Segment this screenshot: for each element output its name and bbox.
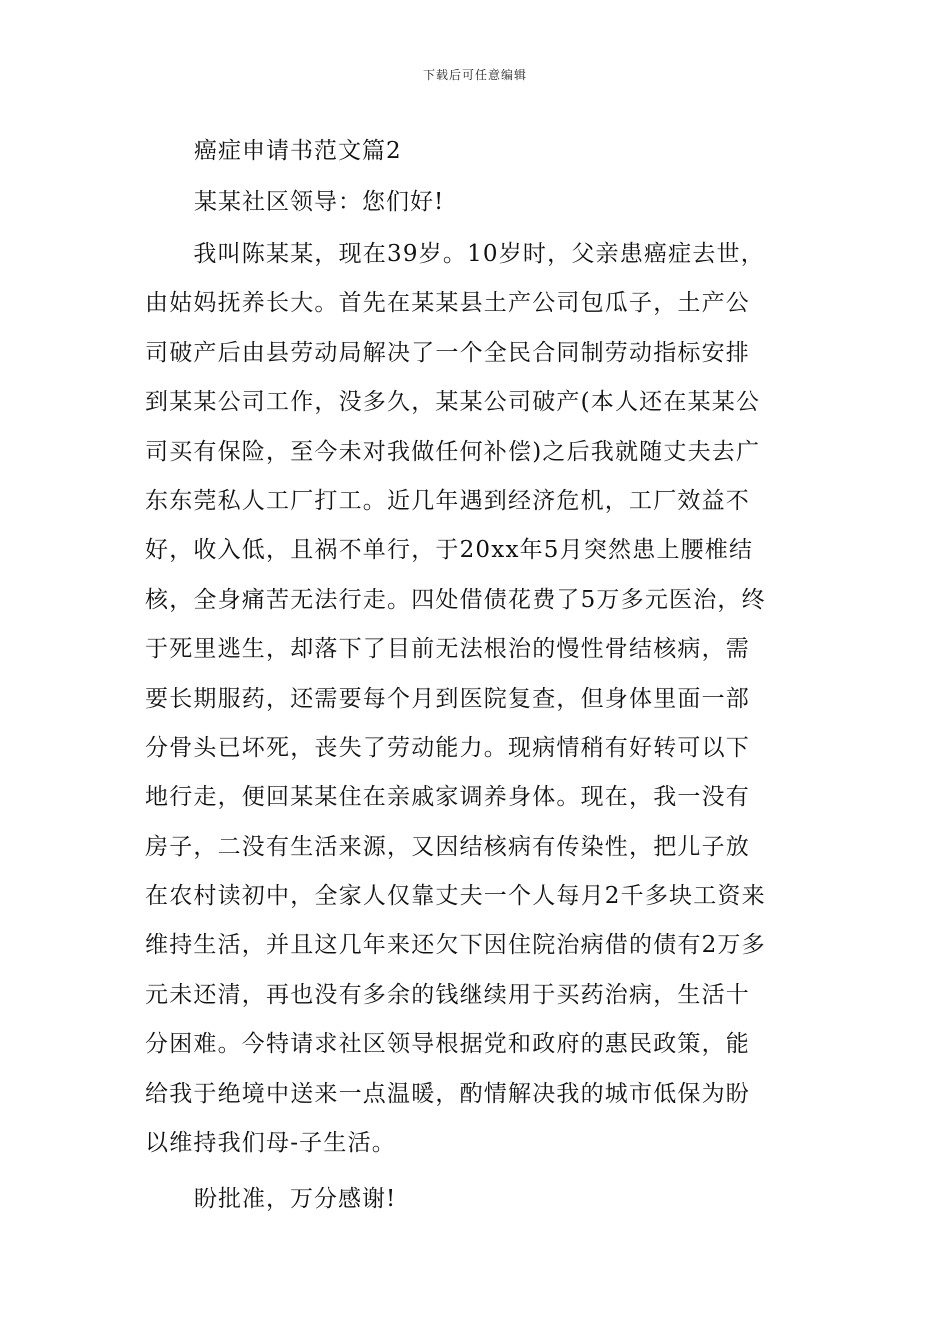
body-line: 由姑妈抚养长大。首先在某某县土产公司包瓜子，土产公 [145,290,750,317]
body-line: 给我于绝境中送来一点温暖，酌情解决我的城市低保为盼 [145,1080,750,1107]
body-line: 东东莞私人工厂打工。近几年遇到经济危机，工厂效益不 [145,487,750,514]
body-line: 分骨头已坏死，丧失了劳动能力。现病情稍有好转可以下 [145,734,750,761]
body-line: 分困难。今特请求社区领导根据党和政府的惠民政策，能 [145,1031,750,1058]
body-line: 司破产后由县劳动局解决了一个全民合同制劳动指标安排 [145,339,750,366]
body-line: 我叫陈某某，现在39岁。10岁时，父亲患癌症去世， [145,241,765,267]
closing-line: 盼批准，万分感谢! [194,1186,397,1212]
body-line: 元未还清，再也没有多余的钱继续用于买药治病，生活十 [145,981,750,1008]
body-line: 司买有保险，至今未对我做任何补偿)之后我就随丈夫去广 [145,438,761,465]
body-line: 好，收入低，且祸不单行，于20xx年5月突然患上腰椎结 [145,537,754,564]
body-line: 房子，二没有生活来源，又因结核病有传染性，把儿子放 [145,833,750,860]
body-line: 维持生活，并且这几年来还欠下因住院治病借的债有2万多 [145,932,766,959]
body-line: 要长期服药，还需要每个月到医院复查，但身体里面一部 [145,685,750,712]
salutation: 某某社区领导：您们好! [194,189,445,215]
body-line: 以维持我们母-子生活。 [145,1130,396,1157]
body-line: 核，全身痛苦无法行走。四处借债花费了5万多元医治，终 [145,586,766,613]
document-title: 癌症申请书范文篇2 [194,138,402,164]
body-line: 到某某公司工作，没多久，某某公司破产(本人还在某某公 [145,389,761,416]
body-line: 地行走，便回某某住在亲戚家调养身体。现在，我一没有 [145,784,750,811]
body-line: 于死里逃生，却落下了目前无法根治的慢性骨结核病，需 [145,636,750,663]
header-note: 下载后可任意编辑 [422,68,527,82]
body-line: 在农村读初中，全家人仅靠丈夫一个人每月2千多块工资来 [145,883,766,910]
body-paragraph [145,230,810,1168]
